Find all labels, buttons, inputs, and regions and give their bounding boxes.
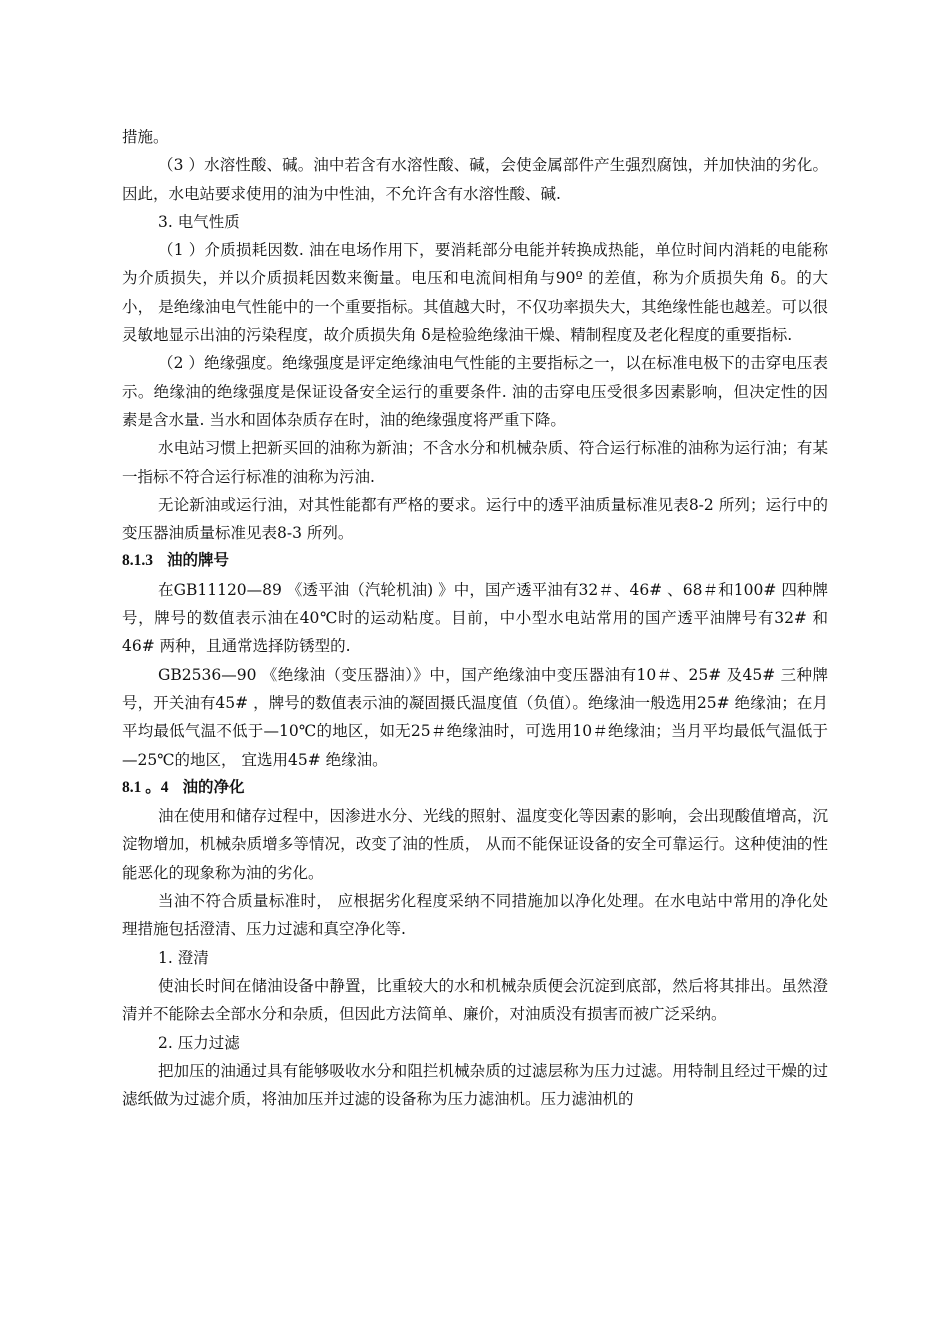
- paragraph: 在GB11120—89 《透平油（汽轮机油) 》中，国产透平油有32＃、46# 、68＃和100# 四种牌号，牌号的数值表示油在40℃时的运动粘度。目前，中小型水电站常用的国产透平油牌号有32# 和46# 两种，且通常选择防锈型的.: [122, 580, 828, 656]
- paragraph: 把加压的油通过具有能够吸收水分和阻拦机械杂质的过滤层称为压力过滤。用特制且经过干燥的过滤纸做为过滤介质，将油加压并过滤的设备称为压力滤油机。压力滤油机的: [122, 1061, 828, 1109]
- paragraph: （1 ）介质损耗因数. 油在电场作用下，要消耗部分电能并转换成热能，单位时间内消耗的电能称为介质损失，并以介质损耗因数来衡量。电压和电流间相角与90º 的差值，称为介质损失角 δ。的大小， 是绝缘油电气性能中的一个重要指标。其值越大时，不仅功率损失大，其绝缘性能也越差。可以很灵敏地显示出油的污染程度，故介质损失角 δ是检验绝缘油干燥、精制程度及老化程度的重要指标.: [122, 241, 828, 345]
- paragraph: GB2536—90 《绝缘油（变压器油）》中，国产绝缘油中变压器油有10＃、25# 及45# 三种牌号，开关油有45# ，牌号的数值表示油的凝固摄氏温度值（负值）。绝缘油一般选用25# 绝缘油；在月平均最低气温不低于—10℃的地区，如无25＃绝缘油时，可选用10＃绝缘油；当月平均最低气温低于—25℃的地区， 宜选用45# 绝缘油。: [122, 665, 828, 769]
- document-page: [122, 123, 828, 1113]
- section-label: 3. 电气性质: [158, 212, 240, 231]
- paragraph: 使油长时间在储油设备中静置，比重较大的水和机械杂质便会沉淀到底部，然后将其排出。虽然澄清并不能除去全部水分和杂质，但因此方法简单、廉价，对油质没有损害而被广泛采纳。: [122, 976, 828, 1024]
- section-heading-8-1-4: [122, 774, 828, 802]
- paragraph: 无论新油或运行油，对其性能都有严格的要求。运行中的透平油质量标准见表8-2 所列；运行中的变压器油质量标准见表8-3 所列。: [122, 495, 828, 543]
- heading-title: 油的牌号: [167, 552, 230, 570]
- section-label: 1. 澄清: [158, 948, 209, 967]
- heading-title: 油的净化: [182, 778, 245, 796]
- paragraph: 措施。: [122, 128, 169, 146]
- section-label: 2. 压力过滤: [158, 1033, 240, 1052]
- section-heading-8-1-3: [122, 547, 828, 575]
- paragraph: （2 ）绝缘强度。绝缘强度是评定绝缘油电气性能的主要指标之一，以在标准电极下的击穿电压表示。绝缘油的绝缘强度是保证设备安全运行的重要条件. 油的击穿电压受很多因素影响，但决定性的因素是含水量. 当水和固体杂质存在时，油的绝缘强度将严重下降。: [122, 354, 828, 429]
- paragraph: 水电站习惯上把新买回的油称为新油；不含水分和机械杂质、符合运行标准的油称为运行油；有某一指标不符合运行标准的油称为污油.: [122, 439, 828, 486]
- heading-number: 8.1.3: [122, 552, 153, 570]
- paragraph: 当油不符合质量标准时， 应根据劣化程度采纳不同措施加以净化处理。在水电站中常用的净化处理措施包括澄清、压力过滤和真空净化等.: [122, 892, 828, 939]
- paragraph: 油在使用和储存过程中，因渗进水分、光线的照射、温度变化等因素的影响，会出现酸值增高，沉淀物增加，机械杂质增多等情况，改变了油的性质， 从而不能保证设备的安全可靠运行。这种使油的性能恶化的现象称为油的劣化。: [122, 807, 828, 882]
- paragraph: （3 ）水溶性酸、碱。油中若含有水溶性酸、碱，会使金属部件产生强烈腐蚀，并加快油的劣化。因此，水电站要求使用的油为中性油，不允许含有水溶性酸、碱.: [122, 156, 828, 203]
- heading-number: 8.1 。4: [122, 778, 169, 796]
